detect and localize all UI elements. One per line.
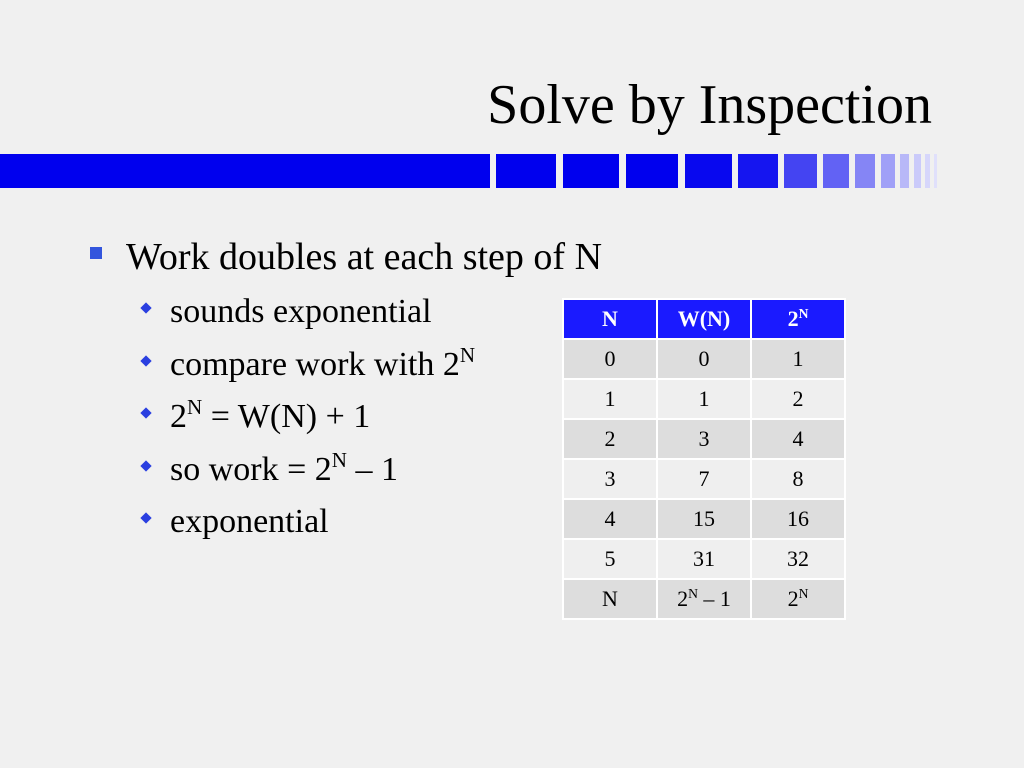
cell-value: W(N) bbox=[677, 306, 731, 331]
cell-value: 31 bbox=[693, 546, 715, 571]
sub-bullet-text: sounds exponential bbox=[170, 293, 432, 330]
cell-value: 3 bbox=[698, 426, 710, 451]
cell-value: 1 bbox=[792, 346, 804, 371]
cell-value-rest: – 1 bbox=[697, 586, 731, 611]
slide-title: Solve by Inspection bbox=[487, 74, 932, 136]
cell-n bbox=[563, 339, 657, 379]
cell-value: 2 bbox=[677, 586, 689, 611]
cell-value: 2 bbox=[787, 306, 799, 331]
cell-value: 2 bbox=[792, 386, 804, 411]
table-row bbox=[563, 539, 845, 579]
band-block bbox=[914, 154, 921, 188]
cell-2n bbox=[751, 459, 845, 499]
main-bullet-text: Work doubles at each step of N bbox=[126, 236, 603, 278]
band-block bbox=[925, 154, 930, 188]
superscript: N bbox=[688, 585, 698, 601]
band-block bbox=[563, 154, 619, 188]
cell-value: 8 bbox=[792, 466, 804, 491]
diamond-bullet-icon bbox=[140, 460, 151, 471]
cell-n bbox=[563, 499, 657, 539]
superscript: N bbox=[798, 305, 809, 321]
band-block bbox=[823, 154, 849, 188]
cell-value: 0 bbox=[604, 346, 616, 371]
cell-2n bbox=[751, 419, 845, 459]
cell-value: 7 bbox=[698, 466, 710, 491]
header-cell-2n bbox=[751, 299, 845, 339]
superscript: N bbox=[331, 448, 348, 473]
diamond-bullet-icon bbox=[140, 407, 151, 418]
superscript: N bbox=[798, 585, 809, 601]
cell-n bbox=[563, 459, 657, 499]
cell-wn bbox=[657, 579, 751, 619]
cell-n bbox=[563, 579, 657, 619]
table-header-row bbox=[563, 299, 845, 339]
cell-wn bbox=[657, 459, 751, 499]
cell-2n bbox=[751, 579, 845, 619]
sub-bullet-text: 2 bbox=[170, 398, 187, 435]
cell-n bbox=[563, 379, 657, 419]
cell-value: 1 bbox=[604, 386, 616, 411]
square-bullet-icon bbox=[90, 247, 102, 259]
band-block bbox=[784, 154, 817, 188]
cell-n bbox=[563, 539, 657, 579]
cell-value: 5 bbox=[604, 546, 616, 571]
cell-value: 16 bbox=[787, 506, 809, 531]
band-block bbox=[496, 154, 556, 188]
band-block bbox=[855, 154, 875, 188]
table-row bbox=[563, 499, 845, 539]
band-block bbox=[626, 154, 678, 188]
table-row bbox=[563, 459, 845, 499]
cell-value: 2 bbox=[787, 586, 799, 611]
cell-value: N bbox=[602, 586, 618, 611]
table-row bbox=[563, 379, 845, 419]
cell-2n bbox=[751, 339, 845, 379]
band-block bbox=[900, 154, 909, 188]
cell-2n bbox=[751, 539, 845, 579]
cell-n bbox=[563, 419, 657, 459]
cell-value: 1 bbox=[698, 386, 710, 411]
header-cell-wn bbox=[657, 299, 751, 339]
band-block bbox=[685, 154, 732, 188]
diamond-bullet-icon bbox=[140, 302, 151, 313]
cell-wn bbox=[657, 379, 751, 419]
cell-value: 15 bbox=[693, 506, 715, 531]
cell-value: 0 bbox=[698, 346, 710, 371]
cell-value: 4 bbox=[604, 506, 616, 531]
cell-2n bbox=[751, 499, 845, 539]
band-block bbox=[934, 154, 937, 188]
cell-value: 32 bbox=[787, 546, 809, 571]
sub-bullet-text: so work = 2 bbox=[170, 451, 332, 488]
superscript: N bbox=[459, 343, 476, 368]
diamond-bullet-icon bbox=[140, 355, 151, 366]
cell-wn bbox=[657, 419, 751, 459]
header-cell-n bbox=[563, 299, 657, 339]
diamond-bullet-icon bbox=[140, 512, 151, 523]
cell-value: 4 bbox=[792, 426, 804, 451]
cell-value: 3 bbox=[604, 466, 616, 491]
sub-bullet-text: compare work with 2 bbox=[170, 346, 460, 383]
table-row bbox=[563, 579, 845, 619]
band-bar bbox=[0, 154, 490, 188]
sub-bullet-text: exponential bbox=[170, 503, 329, 540]
cell-2n bbox=[751, 379, 845, 419]
work-table bbox=[562, 298, 846, 620]
table-row bbox=[563, 339, 845, 379]
cell-value: N bbox=[602, 306, 618, 331]
sub-bullet-rest: = W(N) + 1 bbox=[202, 398, 371, 435]
cell-wn bbox=[657, 539, 751, 579]
band-block bbox=[738, 154, 778, 188]
sub-bullet-rest: – 1 bbox=[347, 451, 399, 488]
cell-wn bbox=[657, 499, 751, 539]
table-row bbox=[563, 419, 845, 459]
band-block bbox=[881, 154, 895, 188]
superscript: N bbox=[187, 395, 203, 420]
cell-wn bbox=[657, 339, 751, 379]
cell-value: 2 bbox=[604, 426, 616, 451]
